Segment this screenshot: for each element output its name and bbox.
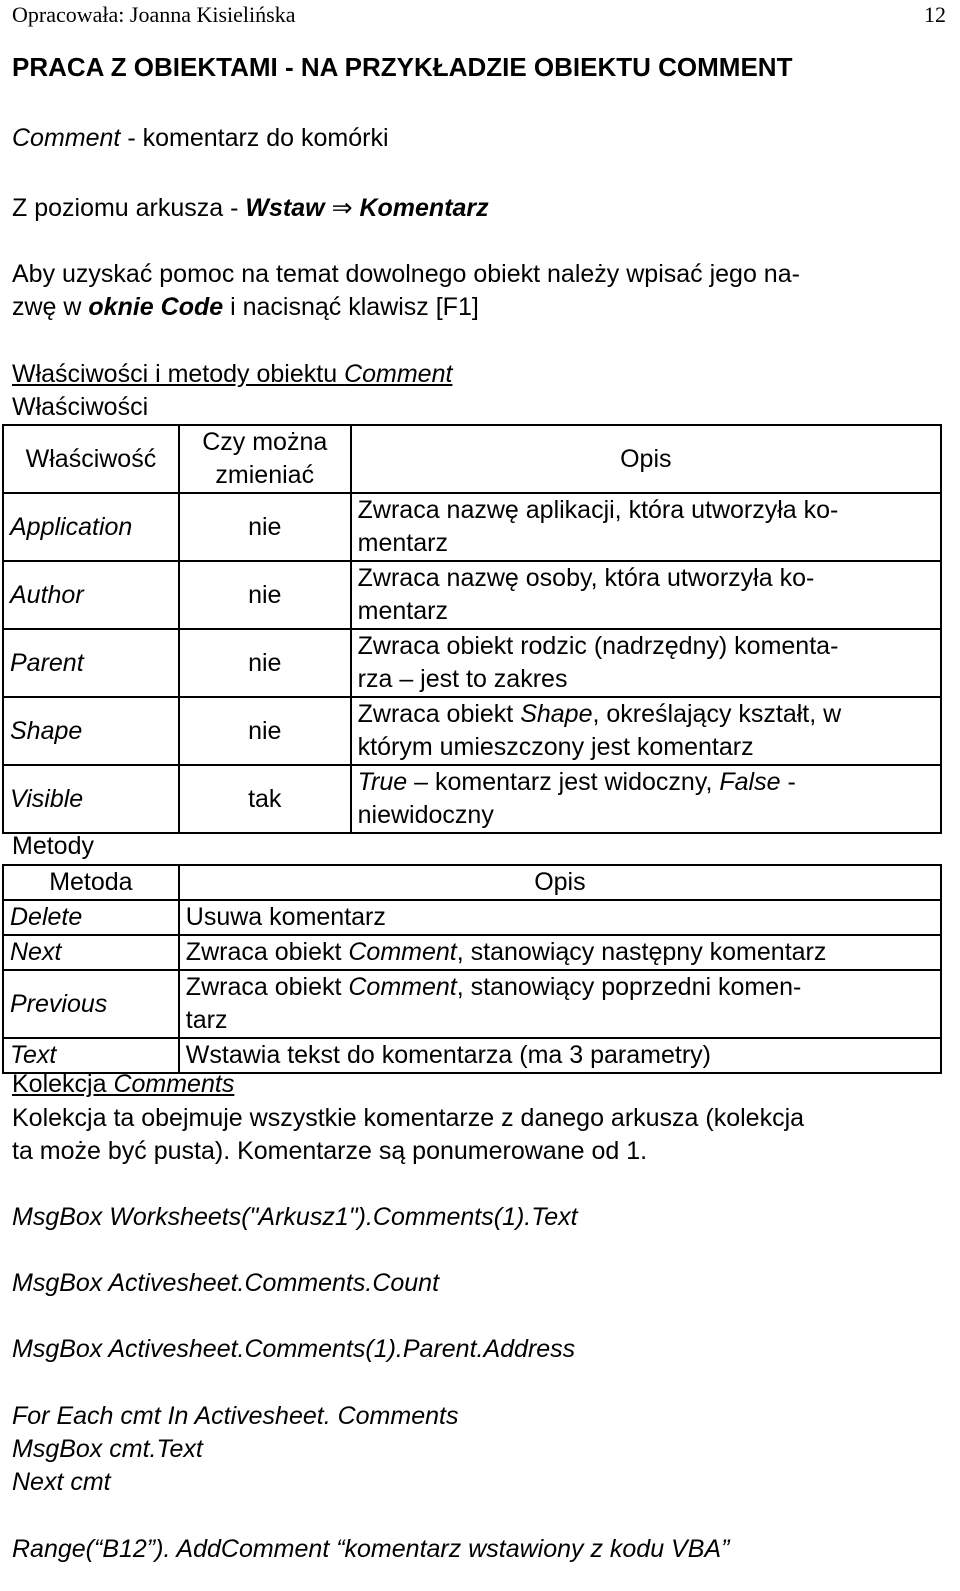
- method-name: Previous: [3, 970, 179, 1038]
- prop-name: Application: [3, 493, 179, 561]
- table-row: [3, 1038, 941, 1073]
- prop-desc-2: rza – jest to zakres: [357, 665, 568, 693]
- props-subheading: Właściwości: [12, 393, 149, 421]
- help-text-a: zwę w: [12, 293, 89, 321]
- table-row: [3, 970, 941, 1038]
- header-changeable-1: Czy można: [202, 428, 328, 456]
- table-row: [3, 629, 941, 697]
- method-desc-c: , stanowiący następny komentarz: [456, 938, 827, 966]
- prop-desc-2: którym umieszczony jest komentarz: [357, 733, 754, 761]
- properties-table: [2, 424, 942, 834]
- prop-desc-2: mentarz: [357, 529, 448, 557]
- method-desc: Usuwa komentarz: [179, 900, 941, 935]
- prop-desc-1: Zwraca obiekt rodzic (nadrzędny) komenta-: [357, 632, 839, 660]
- insert-item: Komentarz: [359, 194, 489, 222]
- prop-desc: [351, 493, 941, 561]
- comment-desc: - komentarz do komórki: [120, 124, 389, 152]
- prop-desc-1d: -: [780, 768, 796, 796]
- page-number: 12: [924, 2, 946, 27]
- collection-heading-b: Comments: [113, 1070, 235, 1098]
- header-method: Metoda: [3, 865, 179, 900]
- table-header-row: [3, 425, 941, 493]
- prop-desc-1b: – komentarz jest widoczny,: [407, 768, 720, 796]
- method-name: Delete: [3, 900, 179, 935]
- prop-desc-1b: Shape: [520, 700, 593, 728]
- prop-desc: [351, 561, 941, 629]
- help-text-c: i nacisnąć klawisz [F1]: [223, 293, 479, 321]
- prop-desc: [351, 697, 941, 765]
- table-row: [3, 697, 941, 765]
- prop-desc-1c: , określający kształt, w: [592, 700, 842, 728]
- code-example-2: MsgBox Activesheet.Comments.Count: [12, 1269, 440, 1297]
- insert-menu-path: [12, 193, 489, 223]
- prop-change: nie: [179, 629, 351, 697]
- methods-table: [2, 864, 942, 1074]
- prop-desc-1: Zwraca nazwę aplikacji, która utworzyła ko-: [357, 496, 839, 524]
- code-example-4b: MsgBox cmt.Text: [12, 1435, 203, 1463]
- prop-desc-1: Zwraca nazwę osoby, która utworzyła ko-: [357, 564, 815, 592]
- props-heading-a: Właściwości i metody obiektu: [12, 360, 345, 388]
- prop-name: Parent: [3, 629, 179, 697]
- method-desc-b: Comment: [348, 973, 457, 1001]
- code-example-4a: For Each cmt In Activesheet. Comments: [12, 1402, 459, 1430]
- prop-desc-2: niewidoczny: [357, 801, 494, 829]
- collection-heading-a: Kolekcja: [12, 1070, 114, 1098]
- props-heading: [12, 360, 452, 389]
- insert-prefix: Z poziomu arkusza -: [12, 194, 246, 222]
- table-row: [3, 765, 941, 833]
- table-row: [3, 935, 941, 970]
- prop-change: nie: [179, 493, 351, 561]
- comment-word: Comment: [12, 124, 121, 152]
- help-line-1: Aby uzyskać pomoc na temat dowolnego obiekt należy wpisać jego na-: [12, 260, 800, 288]
- prop-name: Shape: [3, 697, 179, 765]
- prop-name: Author: [3, 561, 179, 629]
- method-desc: [179, 935, 941, 970]
- help-code-window: oknie Code: [88, 293, 224, 321]
- insert-menu: Wstaw: [245, 194, 325, 222]
- code-example-4c: Next cmt: [12, 1468, 111, 1496]
- prop-desc: [351, 629, 941, 697]
- prop-change: tak: [179, 765, 351, 833]
- table-header-row: [3, 865, 941, 900]
- code-example-5: Range(“B12”). AddComment “komentarz wstawiony z kodu VBA”: [12, 1535, 730, 1563]
- right-double-arrow-icon: ⇒: [331, 194, 353, 222]
- help-line-2: [12, 293, 479, 322]
- method-desc-b: Comment: [348, 938, 457, 966]
- method-desc: Wstawia tekst do komentarza (ma 3 parametry): [179, 1038, 941, 1073]
- table-row: [3, 900, 941, 935]
- header-changeable: [179, 425, 351, 493]
- prop-desc-1c: False: [719, 768, 781, 796]
- method-name: Next: [3, 935, 179, 970]
- prop-desc-2: mentarz: [357, 597, 448, 625]
- props-heading-b: Comment: [344, 360, 453, 388]
- method-desc-a: Zwraca obiekt: [185, 938, 349, 966]
- method-desc-2: tarz: [185, 1006, 228, 1034]
- code-example-1: MsgBox Worksheets("Arkusz1").Comments(1).Text: [12, 1203, 578, 1231]
- table-row: [3, 493, 941, 561]
- header-description: Opis: [179, 865, 941, 900]
- page-title: PRACA Z OBIEKTAMI - NA PRZYKŁADZIE OBIEKTU COMMENT: [12, 52, 793, 82]
- method-name: Text: [3, 1038, 179, 1073]
- method-desc-c: , stanowiący poprzedni komen-: [456, 973, 802, 1001]
- prop-change: nie: [179, 561, 351, 629]
- header-description: Opis: [351, 425, 941, 493]
- table-row: [3, 561, 941, 629]
- page-header-author: Opracowała: Joanna Kisielińska: [12, 2, 296, 27]
- header-changeable-2: zmieniać: [215, 461, 315, 489]
- prop-desc-1a: Zwraca obiekt: [357, 700, 521, 728]
- prop-name: Visible: [3, 765, 179, 833]
- method-desc-a: Zwraca obiekt: [185, 973, 349, 1001]
- prop-desc: [351, 765, 941, 833]
- collection-line-2: ta może być pusta). Komentarze są ponumerowane od 1.: [12, 1137, 648, 1165]
- collection-line-1: Kolekcja ta obejmuje wszystkie komentarze z danego arkusza (kolekcja: [12, 1104, 805, 1132]
- collection-heading: [12, 1070, 234, 1099]
- method-desc: [179, 970, 941, 1038]
- code-example-3: MsgBox Activesheet.Comments(1).Parent.Address: [12, 1335, 576, 1363]
- comment-definition: [12, 124, 389, 153]
- prop-change: nie: [179, 697, 351, 765]
- methods-subheading: Metody: [12, 832, 94, 860]
- prop-desc-1a: True: [357, 768, 408, 796]
- header-property: Właściwość: [3, 425, 179, 493]
